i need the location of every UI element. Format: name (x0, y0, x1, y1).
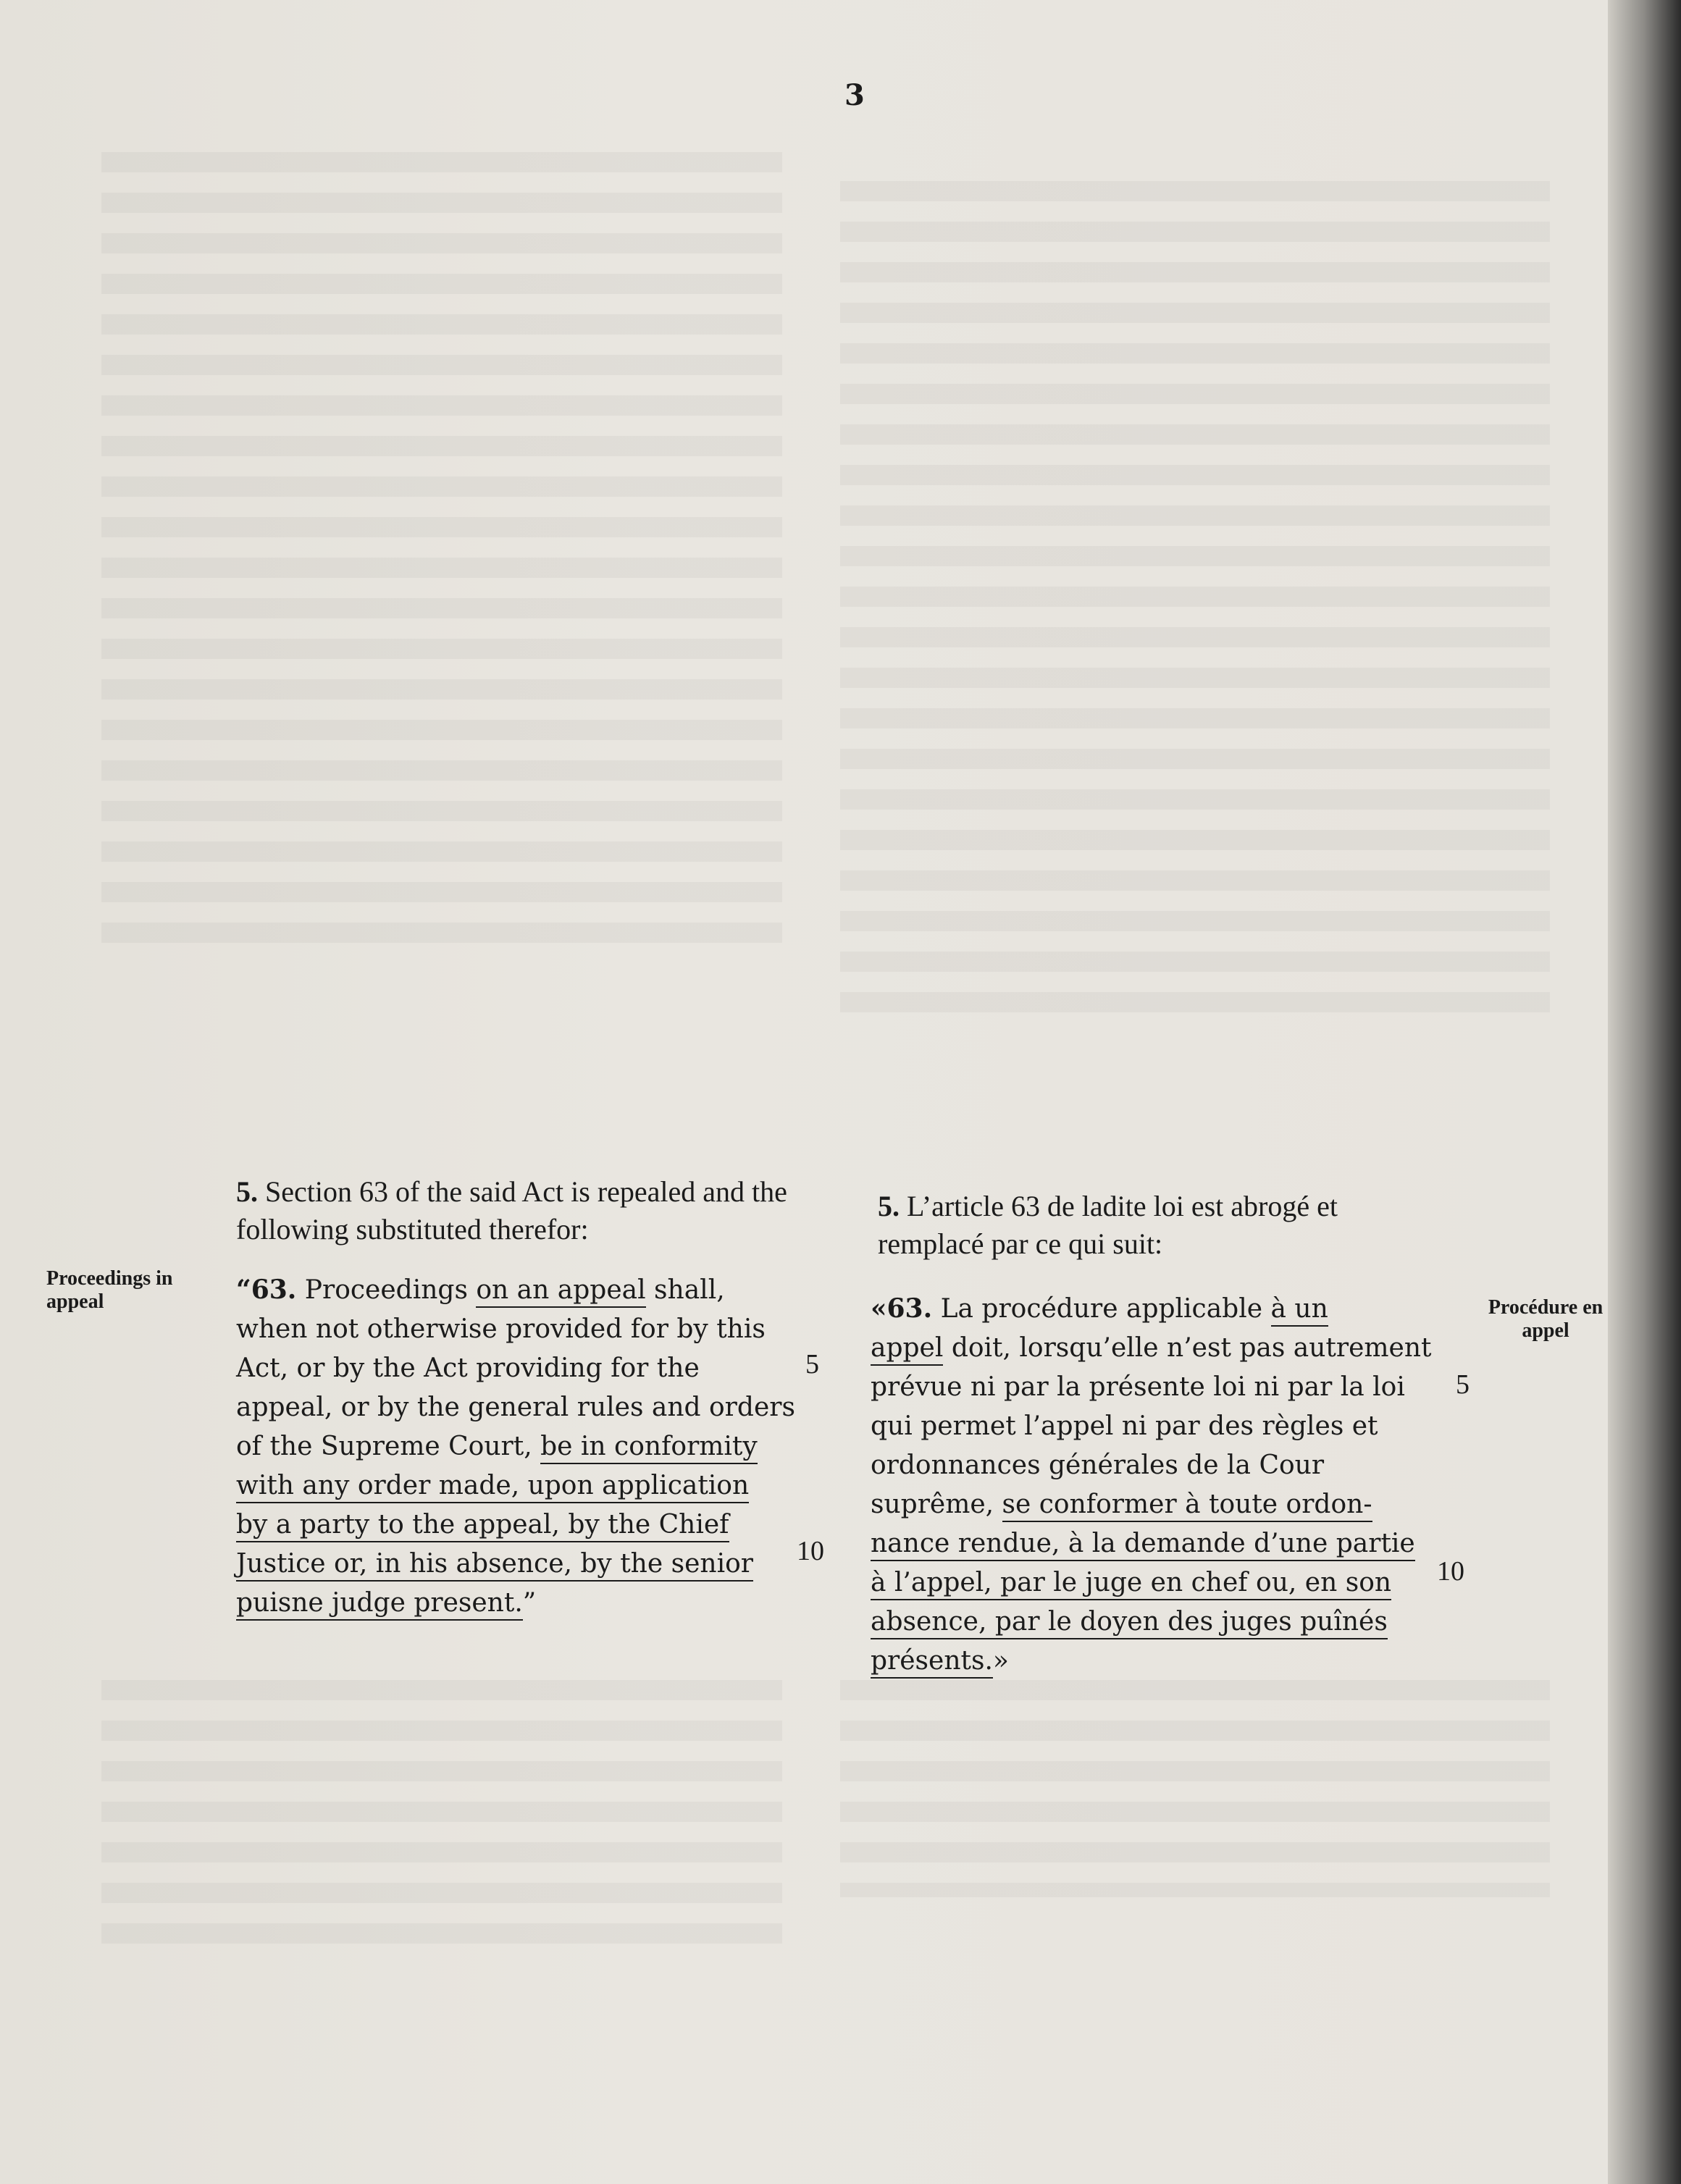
english-section-text (236, 1270, 795, 1623)
english-line (236, 1310, 787, 1349)
bleed-through-bottom-right (840, 1680, 1550, 1897)
french-text: ordonnances générales de la Cour (871, 1450, 1325, 1480)
english-underlined-text: with any order made, upon application (236, 1471, 749, 1503)
french-underlined-text: nance rendue, à la demande d’une partie (871, 1529, 1415, 1561)
english-text: “63. (236, 1274, 297, 1305)
english-text: shall, (645, 1275, 725, 1305)
english-line-number-10: 10 (797, 1536, 824, 1566)
french-underlined-text: présents. (871, 1646, 993, 1679)
english-line (236, 1505, 787, 1545)
french-text: doit, lorsqu’elle n’est pas autrement (943, 1333, 1432, 1363)
french-line (871, 1603, 1435, 1642)
french-line (871, 1446, 1435, 1485)
english-line (236, 1427, 787, 1466)
english-underlined-text: on an appeal (476, 1275, 645, 1308)
french-text: qui permet l’appel ni par des règles et (871, 1411, 1378, 1441)
english-line-number-5: 5 (805, 1349, 819, 1379)
bleed-through-right (840, 181, 1550, 1014)
french-underlined-text: à un (1271, 1294, 1328, 1327)
page-number: 3 (844, 78, 865, 112)
french-clause-number: 5. (878, 1190, 900, 1222)
english-text: ” (522, 1588, 537, 1618)
english-text: of the Supreme Court, (236, 1432, 541, 1461)
english-text: Act, or by the Act providing for the (236, 1353, 700, 1383)
english-clause-number: 5. (236, 1175, 258, 1208)
english-margin-note: Proceedings in appeal (46, 1267, 173, 1313)
english-line (236, 1584, 787, 1623)
english-line (236, 1270, 787, 1310)
french-line (871, 1289, 1435, 1329)
english-underlined-text: puisne judge present. (236, 1588, 523, 1621)
french-line (871, 1485, 1435, 1524)
english-text: Proceedings (296, 1275, 477, 1305)
french-text: prévue ni par la présente loi ni par la loi (871, 1372, 1405, 1402)
french-underlined-text: absence, par le doyen des juges puînés (871, 1607, 1388, 1639)
french-line (871, 1524, 1435, 1563)
french-line (871, 1329, 1435, 1368)
french-text: » (992, 1646, 1009, 1676)
french-text: La procédure applicable (932, 1294, 1271, 1324)
english-line (236, 1466, 787, 1505)
page-edge-shadow (1608, 0, 1681, 2184)
french-underlined-text: se conformer à toute ordon- (1002, 1490, 1372, 1522)
english-underlined-text: be in conformity (540, 1432, 758, 1464)
english-line (236, 1349, 787, 1388)
french-line (871, 1563, 1435, 1603)
french-line (871, 1642, 1435, 1681)
french-line (871, 1407, 1435, 1446)
bleed-through-bottom-left (101, 1680, 782, 1955)
english-clause-heading (236, 1173, 794, 1248)
english-underlined-text: by a party to the appeal, by the Chief (236, 1510, 729, 1542)
french-line (871, 1368, 1435, 1407)
english-line (236, 1388, 795, 1427)
english-line (236, 1545, 787, 1584)
french-text: suprême, (871, 1490, 1002, 1519)
french-clause-heading (878, 1188, 1443, 1263)
french-text: «63. (871, 1293, 933, 1324)
french-margin-note: Procédure en appel (1488, 1296, 1604, 1342)
french-line-number-5: 5 (1456, 1369, 1470, 1400)
bleed-through-left (101, 152, 782, 949)
french-underlined-text: à l’appel, par le juge en chef ou, en son (871, 1568, 1391, 1600)
french-section-text (871, 1289, 1435, 1681)
english-text: when not otherwise provided for by this (236, 1314, 766, 1344)
french-line-number-10: 10 (1437, 1556, 1464, 1587)
english-underlined-text: Justice or, in his absence, by the senior (236, 1549, 753, 1582)
english-text: appeal, or by the general rules and orders (236, 1393, 795, 1422)
english-clause-heading-text: Section 63 of the said Act is repealed and the following substituted therefor: (236, 1175, 787, 1246)
french-clause-heading-text: L’article 63 de ladite loi est abrogé et remplacé par ce qui suit: (878, 1190, 1338, 1260)
french-underlined-text: appel (871, 1333, 943, 1366)
